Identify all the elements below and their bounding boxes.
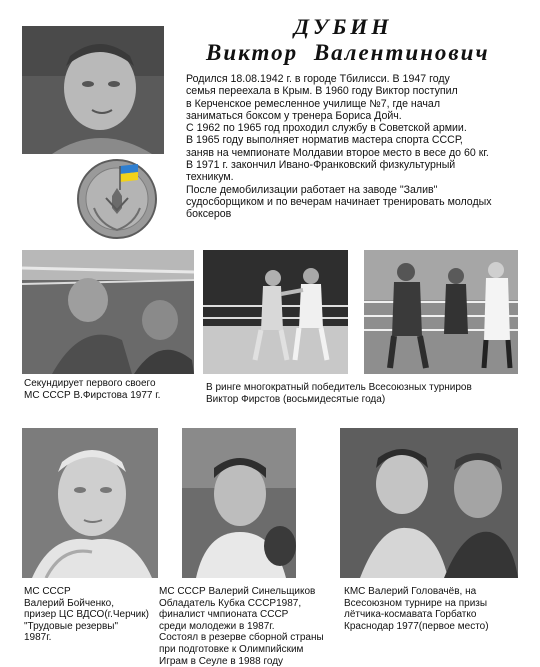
caption-line: Валерий Бойченко, bbox=[24, 597, 114, 609]
bio-line: С 1962 по 1965 год проходил службу в Советской армии. bbox=[186, 122, 467, 135]
caption-line: "Трудовые резервы" bbox=[24, 620, 118, 632]
caption-line: лётчика-космавата Горбатко bbox=[344, 609, 477, 621]
caption-line: 1987г. bbox=[24, 632, 52, 644]
bio-line: техникум. bbox=[186, 171, 234, 184]
caption-corner-second bbox=[24, 378, 160, 401]
caption-golovachev bbox=[344, 586, 489, 632]
bio-line: семья переехала в Крым. В 1960 году Виктор поступил bbox=[186, 85, 458, 98]
caption-boichenko bbox=[24, 586, 149, 644]
bio-line: в Керченское ремесленное училище №7, где начал bbox=[186, 97, 441, 110]
caption-line: Играм в Сеуле в 1988 году bbox=[159, 655, 284, 667]
photo-golovachev bbox=[340, 428, 518, 578]
bio-line: заниматься боксом у тренера Бориса Дойч. bbox=[186, 109, 402, 122]
bio-line: В 1971 г. закончил Ивано-Франковский физкультурный bbox=[186, 159, 456, 172]
caption-line: В ринге многократный победитель Всесоюзных турниров bbox=[206, 382, 472, 393]
photo-sinelshchikov bbox=[182, 428, 296, 578]
caption-line: Состоял в резерве сборной страны bbox=[159, 632, 324, 644]
caption-line: Обладатель Кубка СССР1987, bbox=[159, 597, 302, 609]
photo-ring-fight-1 bbox=[203, 250, 348, 374]
biography-text bbox=[186, 73, 532, 221]
page-title-surname: ДУБИН bbox=[294, 14, 393, 39]
photo-corner-second bbox=[22, 250, 194, 374]
page-title-name: Виктор Валентинович bbox=[206, 40, 490, 65]
caption-ring-fight bbox=[206, 382, 472, 405]
caption-line: МС СССР bbox=[24, 586, 71, 597]
caption-line: финалист чмпионата СССР bbox=[159, 609, 289, 621]
caption-line: призер ЦС ВДСО(г.Черчик) bbox=[24, 609, 149, 621]
caption-line: Секундирует первого своего bbox=[24, 378, 156, 389]
caption-line: Краснодар 1977(первое место) bbox=[344, 620, 489, 632]
bio-line: Родился 18.08.1942 г. в городе Тбилисси. В 1947 году bbox=[186, 73, 450, 85]
bio-line: заняв на чемпионате Молдавии второе место в весе до 60 кг. bbox=[186, 146, 489, 159]
photo-ring-fight-2 bbox=[364, 250, 518, 374]
bio-line: В 1965 году выполняет норматив мастера спорта СССР, bbox=[186, 134, 463, 147]
bio-line: боксеров bbox=[186, 208, 232, 221]
photo-boichenko bbox=[22, 428, 158, 578]
caption-line: МС СССР В.Фирстова 1977 г. bbox=[24, 389, 161, 401]
caption-line: МС СССР Валерий Синельщиков bbox=[159, 586, 316, 597]
caption-line: Всесоюзном турнире на призы bbox=[344, 597, 488, 609]
caption-line: среди молодежи в 1987г. bbox=[159, 620, 275, 632]
bio-line: После демобилизации работает на заводе "Залив" bbox=[186, 183, 438, 196]
caption-line: Виктор Фирстов (восьмидесятые года) bbox=[206, 393, 386, 405]
caption-line: при подготовке к Олимпийским bbox=[159, 643, 304, 655]
caption-sinelshchikov bbox=[159, 586, 324, 667]
caption-line: КМС Валерий Головачёв, на bbox=[344, 586, 477, 597]
portrait-photo bbox=[22, 26, 164, 154]
bio-line: судосборщиком и по вечерам начинает тренировать молодых bbox=[186, 195, 492, 208]
medal-image bbox=[76, 158, 158, 240]
